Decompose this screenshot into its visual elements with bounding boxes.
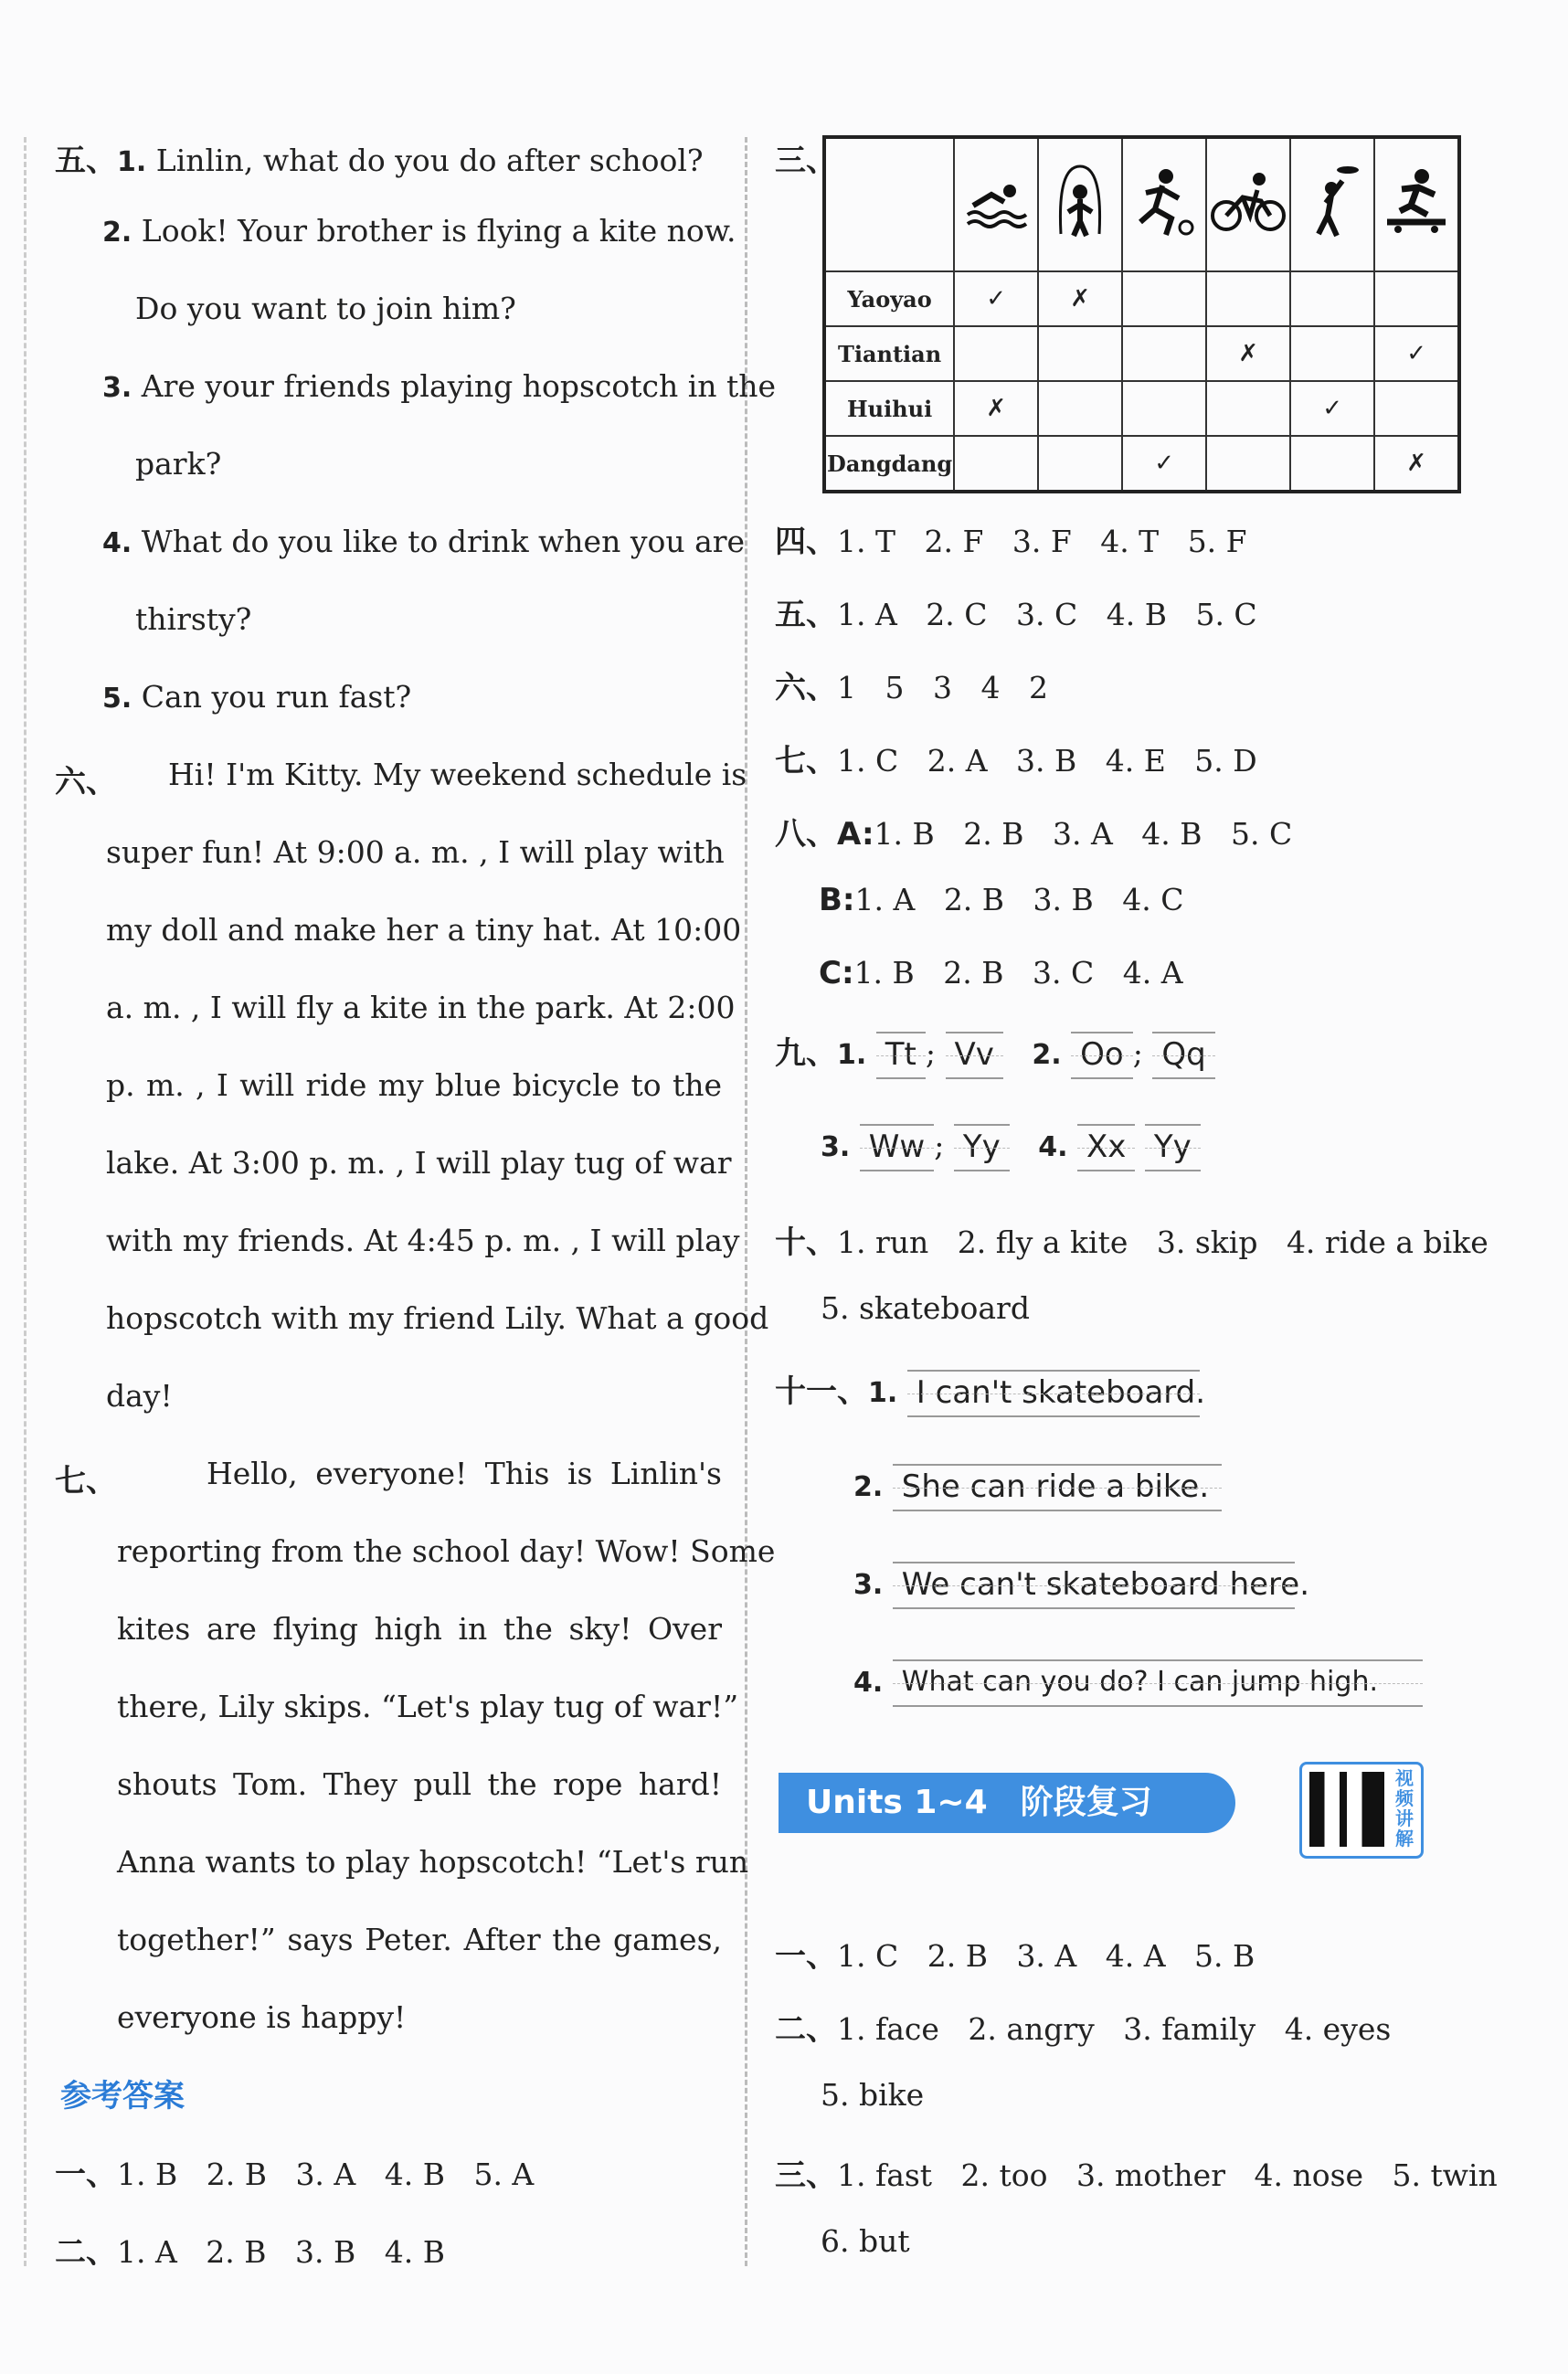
s7-line: kites are flying high in the sky! Over xyxy=(117,1611,722,1647)
r2-row: 二、1. face 2. angry 3. family 4. eyes xyxy=(775,2011,1392,2048)
soccer-icon xyxy=(1122,137,1206,271)
cycling-icon xyxy=(1206,137,1290,271)
s8-a-row: 八、A:1. B 2. B 3. A 4. B 5. C xyxy=(775,816,1293,853)
row-name: Yaoyao xyxy=(824,271,954,326)
video-qr-code[interactable] xyxy=(1299,1762,1424,1859)
table-row xyxy=(824,436,1459,492)
table-cell xyxy=(1290,271,1374,326)
s7-line: there, Lily skips. “Let's play tug of war!” xyxy=(117,1689,739,1724)
handwriting-line: She can ride a bike. xyxy=(893,1464,1222,1511)
table-cell xyxy=(1374,381,1459,436)
table-row xyxy=(824,381,1459,436)
qr-label: 视频讲解 xyxy=(1395,1767,1414,1849)
s10-row: 十、1. run 2. fly a kite 3. skip 4. ride a bike xyxy=(775,1224,1489,1261)
corner-cell xyxy=(824,137,954,271)
s6-line: Hi! I'm Kitty. My weekend schedule is xyxy=(168,757,747,792)
s11-q4: 4. What can you do? I can jump high. xyxy=(853,1659,1423,1707)
s8-b-row: B:1. A 2. B 3. B 4. C xyxy=(819,882,1184,918)
s5-q5: 5. Can you run fast? xyxy=(102,679,412,715)
handwriting-box: Qq xyxy=(1152,1032,1214,1079)
s7-line: together!” says Peter. After the games, xyxy=(117,1922,722,1957)
s10-row2: 5. skateboard xyxy=(821,1290,1030,1326)
table-cell: ✓ xyxy=(1290,381,1374,436)
handwriting-box: Vv xyxy=(946,1032,1003,1079)
qr-code-icon xyxy=(1309,1772,1384,1847)
handwriting-box: Tt xyxy=(876,1032,926,1079)
column-divider xyxy=(745,137,747,2266)
s5-q2-cont: Do you want to join him? xyxy=(135,291,516,326)
table-cell xyxy=(1206,271,1290,326)
s6-row: 六、1 5 3 4 2 xyxy=(775,670,1048,706)
table-row xyxy=(824,326,1459,381)
r3-row2: 6. but xyxy=(821,2223,910,2259)
table-header-row xyxy=(824,137,1459,271)
ref-answers-title: 参考答案 xyxy=(60,2078,185,2114)
s5-q4: 4. What do you like to drink when you are xyxy=(102,524,746,559)
s5-q2: 2. Look! Your brother is flying a kite now. xyxy=(102,213,736,249)
table-cell: ✗ xyxy=(954,381,1038,436)
activity-table xyxy=(822,135,1461,493)
s7-line: everyone is happy! xyxy=(117,1999,407,2035)
s7-line: shouts Tom. They pull the rope hard! xyxy=(117,1766,722,1802)
s6-line: my doll and make her a tiny hat. At 10:00 xyxy=(106,912,742,948)
s7-line: Anna wants to play hopscotch! “Let's run xyxy=(117,1844,749,1880)
s7-label: 七、 xyxy=(55,1463,117,1500)
frisbee-icon xyxy=(1290,137,1374,271)
s11-q1: 十一、1. I can't skateboard. xyxy=(775,1366,1200,1417)
s3-label: 三、 xyxy=(775,143,837,179)
handwriting-box: Yy xyxy=(1145,1124,1201,1171)
r3-row: 三、1. fast 2. too 3. mother 4. nose 5. twin xyxy=(775,2157,1498,2194)
s7-line: Hello, everyone! This is Linlin's xyxy=(207,1456,722,1491)
s11-q3: 3. We can't skateboard here. xyxy=(853,1562,1295,1609)
s5-q3-cont: park? xyxy=(135,446,222,482)
row-name: Huihui xyxy=(824,381,954,436)
s6-line: super fun! At 9:00 a. m. , I will play with xyxy=(106,834,725,870)
r1-row: 一、1. C 2. B 3. A 4. A 5. B xyxy=(775,1938,1255,1975)
table-cell xyxy=(954,436,1038,492)
handwriting-box: Oo xyxy=(1071,1032,1133,1079)
table-cell xyxy=(1374,271,1459,326)
row-name: Dangdang xyxy=(824,436,954,492)
s5-row: 五、1. A 2. C 3. C 4. B 5. C xyxy=(775,597,1257,633)
r2-row2: 5. bike xyxy=(821,2077,925,2113)
s9-row2: 3. Ww ; Yy 4. Xx Yy xyxy=(821,1124,1201,1171)
s6-label: 六、 xyxy=(55,764,117,800)
table-cell: ✓ xyxy=(954,271,1038,326)
s6-line: lake. At 3:00 p. m. , I will play tug of war xyxy=(106,1145,732,1181)
table-cell xyxy=(1290,436,1374,492)
table-cell xyxy=(1122,381,1206,436)
s6-line: p. m. , I will ride my blue bicycle to the xyxy=(106,1067,722,1103)
table-cell xyxy=(1038,436,1122,492)
s11-q2: 2. She can ride a bike. xyxy=(853,1464,1222,1511)
s6-line: day! xyxy=(106,1378,173,1414)
ans2-row: 二、1. A 2. B 3. B 4. B xyxy=(55,2234,445,2271)
table-cell xyxy=(954,326,1038,381)
left-margin-rule xyxy=(24,137,26,2266)
table-row xyxy=(824,271,1459,326)
s7-row: 七、1. C 2. A 3. B 4. E 5. D xyxy=(775,743,1257,779)
handwriting-box: Ww xyxy=(860,1124,934,1171)
table-cell xyxy=(1038,326,1122,381)
table-cell: ✗ xyxy=(1206,326,1290,381)
swimming-icon xyxy=(954,137,1038,271)
handwriting-line: We can't skateboard here. xyxy=(893,1562,1295,1609)
s5-q1: 五、1. Linlin, what do you do after school? xyxy=(55,143,704,179)
row-name: Tiantian xyxy=(824,326,954,381)
table-cell xyxy=(1206,381,1290,436)
table-cell xyxy=(1122,271,1206,326)
table-cell: ✗ xyxy=(1038,271,1122,326)
handwriting-line: I can't skateboard. xyxy=(907,1370,1200,1417)
handwriting-line: What can you do? I can jump high. xyxy=(893,1659,1423,1707)
units-review-banner: Units 1~4 阶段复习 xyxy=(779,1773,1235,1833)
s7-line: reporting from the school day! Wow! Some xyxy=(117,1533,776,1569)
jump-rope-icon xyxy=(1038,137,1122,271)
table-cell: ✓ xyxy=(1374,326,1459,381)
handwriting-box: Xx xyxy=(1077,1124,1135,1171)
s4-row: 四、1. T 2. F 3. F 4. T 5. F xyxy=(775,524,1247,560)
s5-q4-cont: thirsty? xyxy=(135,601,252,637)
table-cell: ✓ xyxy=(1122,436,1206,492)
s6-line: with my friends. At 4:45 p. m. , I will play xyxy=(106,1223,740,1258)
s6-line: hopscotch with my friend Lily. What a good xyxy=(106,1300,769,1336)
table-cell xyxy=(1206,436,1290,492)
table-cell xyxy=(1038,381,1122,436)
s9-row1: 九、1. Tt ; Vv 2. Oo ; Qq xyxy=(775,1028,1215,1079)
ans1-row: 一、1. B 2. B 3. A 4. B 5. A xyxy=(55,2157,535,2193)
s8-c-row: C:1. B 2. B 3. C 4. A xyxy=(819,955,1183,991)
table-cell: ✗ xyxy=(1374,436,1459,492)
s6-line: a. m. , I will fly a kite in the park. At 2:00 xyxy=(106,990,736,1025)
s5-q3: 3. Are your friends playing hopscotch in the xyxy=(102,368,777,404)
table-cell xyxy=(1290,326,1374,381)
table-cell xyxy=(1122,326,1206,381)
handwriting-box: Yy xyxy=(954,1124,1010,1171)
skateboard-icon xyxy=(1374,137,1459,271)
